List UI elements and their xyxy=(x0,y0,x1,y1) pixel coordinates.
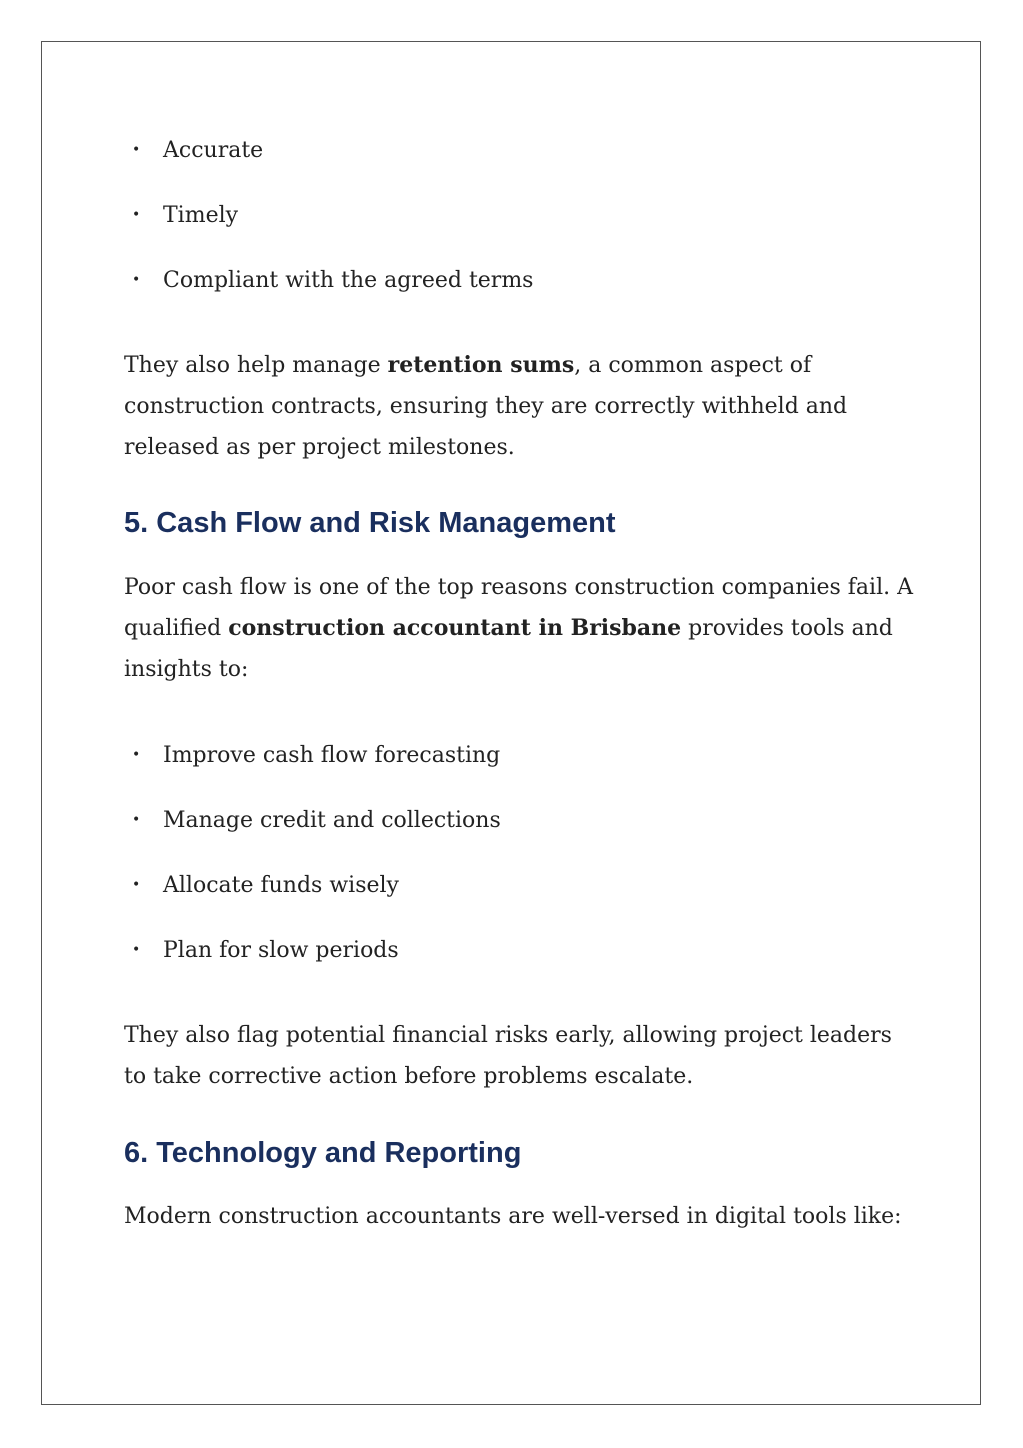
section-heading: 5. Cash Flow and Risk Management xyxy=(124,507,616,539)
bullet-icon: • xyxy=(132,812,141,828)
paragraph-text: They also help manage xyxy=(124,353,388,378)
list-item-text: Plan for slow periods xyxy=(163,938,399,963)
paragraph-text: provides tools and insights to: xyxy=(124,616,893,682)
bullet-icon: • xyxy=(132,272,141,288)
paragraph-text: , a common aspect of construction contracts, ensuring they are correctly withheld and released as per project milestones. xyxy=(124,353,848,460)
list-item xyxy=(124,723,914,788)
list-item-text: Timely xyxy=(163,203,239,228)
list-item-text: Accurate xyxy=(163,138,264,163)
list-item xyxy=(124,853,914,918)
paragraph-text: Poor cash flow is one of the top reasons construction companies fail. A qualified xyxy=(124,575,913,641)
bullet-icon: • xyxy=(132,207,141,223)
bullet-icon: • xyxy=(132,877,141,893)
paragraph-text: They also flag potential financial risks early, allowing project leaders to take corrective action before problems escalate. xyxy=(124,1023,892,1089)
list-item-text: Allocate funds wisely xyxy=(163,873,399,898)
bullet-list-1 xyxy=(124,118,914,313)
paragraph-cash-flow xyxy=(124,567,914,690)
list-item-text: Compliant with the agreed terms xyxy=(163,268,534,293)
bold-term: construction accountant in Brisbane xyxy=(228,615,682,641)
paragraph-text: Modern construction accountants are well-versed in digital tools like: xyxy=(124,1204,902,1229)
paragraph-retention xyxy=(124,345,914,468)
list-item xyxy=(124,918,914,983)
list-item xyxy=(124,118,914,183)
paragraph-risks xyxy=(124,1015,914,1097)
list-item-text: Improve cash flow forecasting xyxy=(163,743,501,768)
paragraph-technology xyxy=(124,1196,914,1237)
section-heading-5 xyxy=(124,503,914,543)
list-item-text: Manage credit and collections xyxy=(163,808,501,833)
bullet-icon: • xyxy=(132,142,141,158)
list-item xyxy=(124,183,914,248)
section-heading-6 xyxy=(124,1133,914,1173)
bold-term: retention sums xyxy=(387,352,575,378)
list-item xyxy=(124,248,914,313)
bullet-list-2 xyxy=(124,723,914,983)
bullet-icon: • xyxy=(132,942,141,958)
list-item xyxy=(124,788,914,853)
section-heading: 6. Technology and Reporting xyxy=(124,1137,522,1169)
bullet-icon: • xyxy=(132,747,141,763)
